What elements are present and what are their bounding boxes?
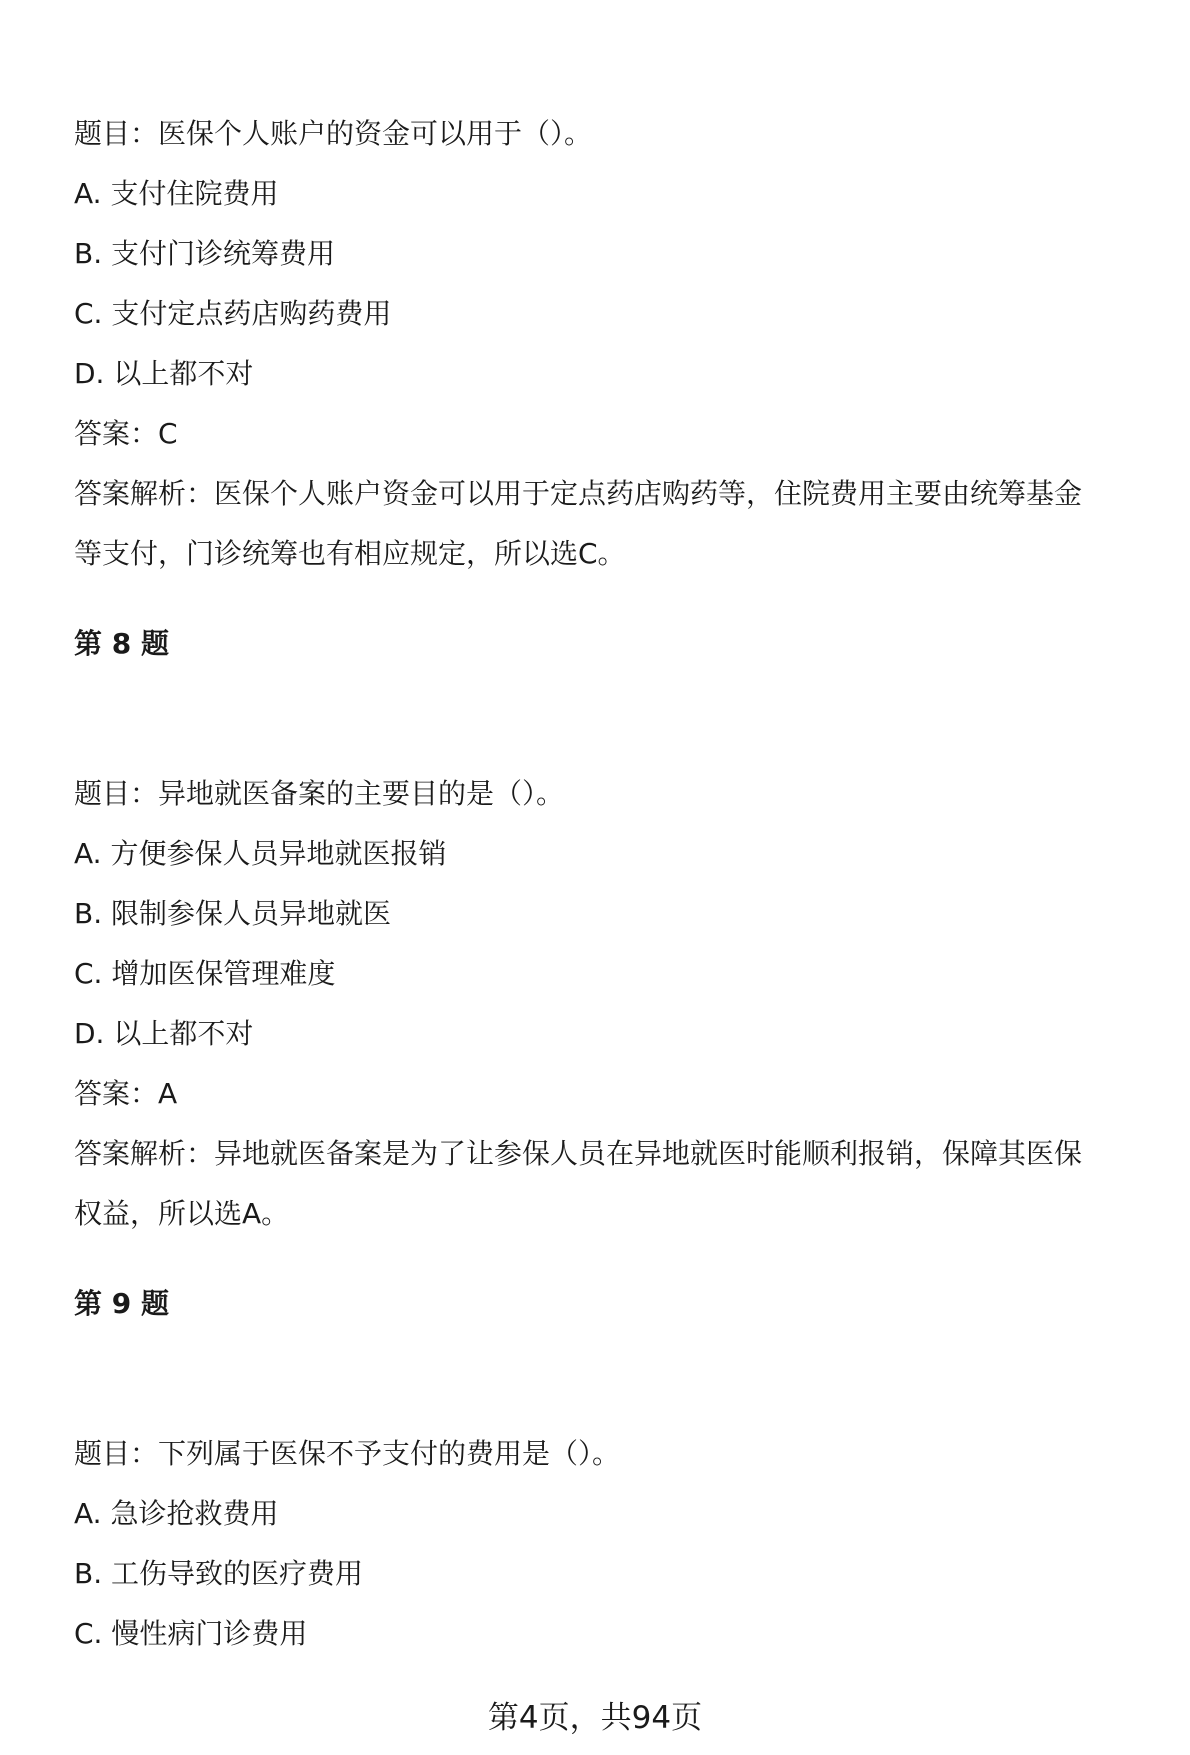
q7-option-a: A. 支付住院费用 — [74, 177, 279, 210]
q7-analysis-line-2: 等支付，门诊统筹也有相应规定，所以选C。 — [74, 537, 626, 570]
q8-option-c: C. 增加医保管理难度 — [74, 957, 336, 990]
page-indicator: 第4页，共94页 — [487, 1700, 703, 1736]
q9-heading: 第 9 题 — [74, 1287, 169, 1320]
q9-option-c: C. 慢性病门诊费用 — [74, 1617, 308, 1650]
q7-option-d: D. 以上都不对 — [74, 357, 254, 390]
q8-analysis-line-1: 答案解析：异地就医备案是为了让参保人员在异地就医时能顺利报销，保障其医保 — [74, 1137, 1083, 1170]
q8-option-a: A. 方便参保人员异地就医报销 — [74, 837, 447, 870]
q8-stem: 题目：异地就医备案的主要目的是（）。 — [74, 777, 565, 810]
q8-heading: 第 8 题 — [74, 627, 169, 660]
q7-analysis-line-1: 答案解析：医保个人账户资金可以用于定点药店购药等，住院费用主要由统筹基金 — [74, 477, 1083, 510]
q8-option-b: B. 限制参保人员异地就医 — [74, 897, 392, 930]
q9-option-b: B. 工伤导致的医疗费用 — [74, 1557, 364, 1590]
q7-stem: 题目：医保个人账户的资金可以用于（）。 — [74, 117, 593, 150]
q7-answer: 答案：C — [74, 417, 178, 450]
q7-option-b: B. 支付门诊统筹费用 — [74, 237, 336, 270]
q8-option-d: D. 以上都不对 — [74, 1017, 254, 1050]
q8-analysis-line-2: 权益，所以选A。 — [74, 1197, 290, 1230]
q7-option-c: C. 支付定点药店购药费用 — [74, 297, 392, 330]
q8-answer: 答案：A — [74, 1077, 178, 1110]
q9-option-a: A. 急诊抢救费用 — [74, 1497, 279, 1530]
q9-stem: 题目：下列属于医保不予支付的费用是（）。 — [74, 1437, 621, 1470]
